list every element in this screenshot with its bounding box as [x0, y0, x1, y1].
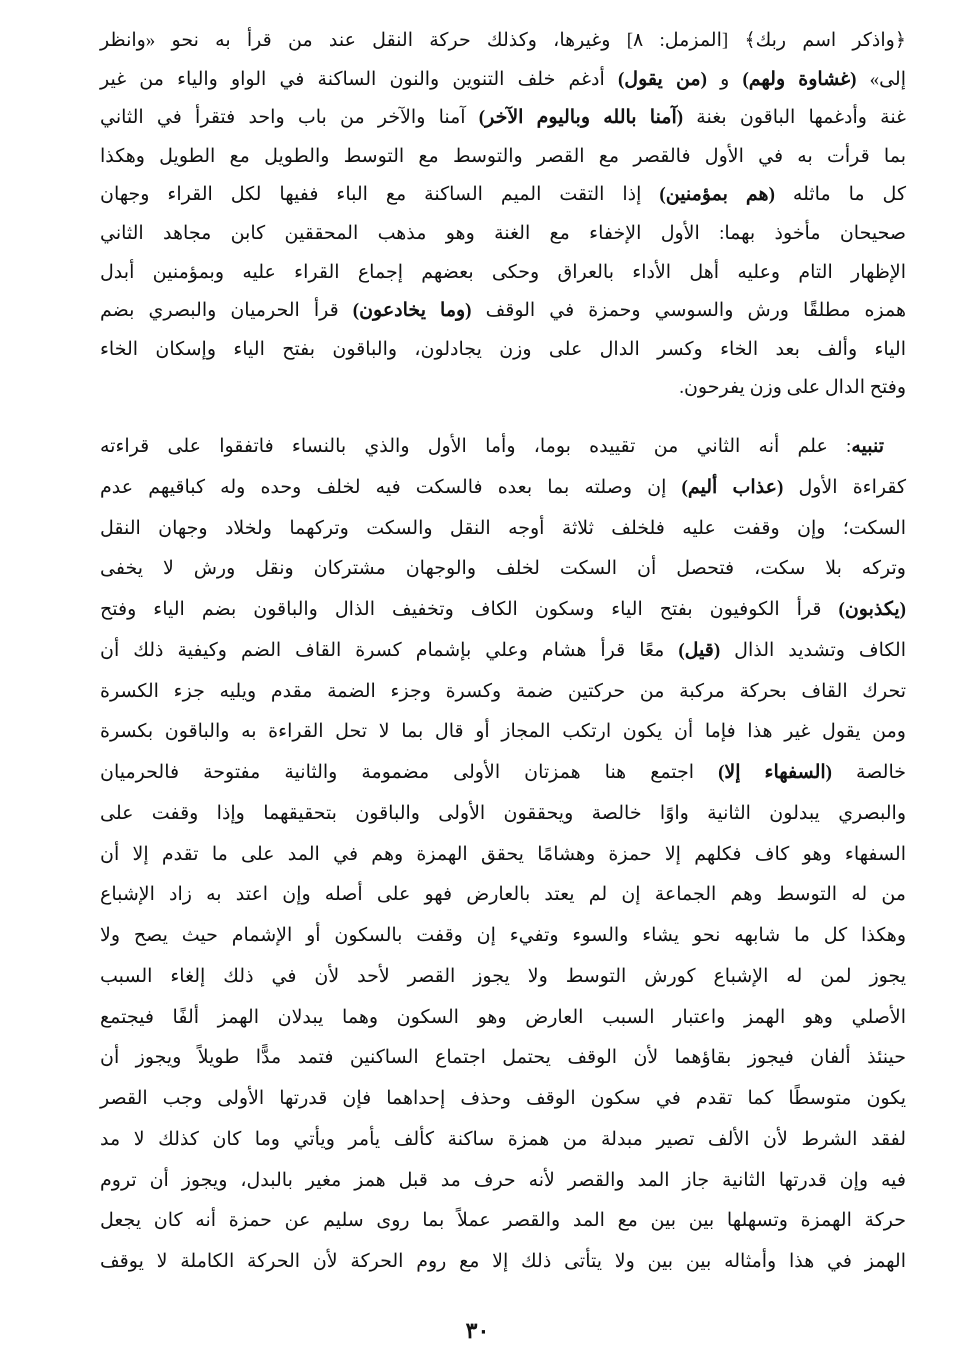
text-segment: وهكذا كل ما شابهه نحو يشاء والسوء وتفيء إن وقفت بالسكون أو الإشمام حيث يصح ولا	[100, 925, 906, 946]
bold-phrase: (يكذبون)	[838, 599, 906, 620]
text-line	[100, 99, 906, 138]
text-line	[100, 998, 906, 1039]
bold-phrase: (هم بمؤمنين)	[659, 184, 775, 206]
text-segment: حركة الهمزة وتسهلها بين بين مع المد والقصر عملاً بما روى سليم عن حمزة أنه كان يجعل	[100, 1210, 906, 1232]
text-segment: إن وصلته بما بعده فالسكت فيه لخلف وحده وله كباقيهم عدم	[100, 476, 682, 498]
text-line	[100, 631, 906, 672]
bold-phrase: (قيل)	[678, 639, 721, 661]
text-segment: آمنا والآخر من باب واحد فتقرأ في الثاني	[100, 107, 479, 129]
text-line	[100, 176, 906, 215]
text-segment: السفهاء وهو كاف فكلهم إلا حمزة وهشامًا يحقق الهمزة وهم في المد على ما تقدم إلا أن	[100, 843, 906, 865]
text-segment: والبصري يبدلون الثانية واوًا خالصة ويحققون الأولى والباقون بتحقيقهما وإذا وقفت على	[100, 802, 906, 824]
paragraph-1	[100, 22, 906, 408]
text-segment: : علم أنه الثاني من تقييده بوما، وأما الأول والذي بالنساء فاتفقوا على قراءته	[100, 436, 852, 457]
bold-phrase: (آمنا بالله وباليوم الآخر)	[478, 107, 684, 129]
text-segment: أدغم خلف التنوين والنون الساكنة في الواو والياء من غير	[100, 68, 618, 90]
text-line	[100, 427, 906, 468]
text-segment: إذا التقت الميم الساكنة مع الباء ففيها لكل القراء وجهان	[100, 184, 660, 206]
text-line	[100, 794, 906, 835]
text-segment: ﴿واذكر اسم ربك﴾ [المزمل: ٨] وغيرها، وكذلك حركة النقل عند من قرأ به نحو «وانظر	[100, 30, 906, 51]
text-line	[100, 509, 906, 550]
text-line	[100, 916, 906, 957]
text-segment: الكاف وتشديد الذال	[720, 639, 906, 661]
text-segment: الياء وألف بعد الخاء وكسر الدال على وزن يجادلون، والباقون بفتح الياء وإسكان الخاء	[100, 338, 906, 360]
text-segment: إلى»	[856, 68, 906, 90]
text-line	[100, 292, 906, 331]
text-segment: الأصلي وهو الهمز واعتبار السبب العارض وهو السكون وهما يبدلان الهمز ألفًا فيجتمع	[100, 1006, 906, 1028]
text-line	[100, 468, 906, 509]
text-segment: الإظهار التام وعليه أهل الأداء بالعراق وحكى بعضهم إجماع القراء عليه وبمؤمنين أبدل	[100, 261, 906, 283]
bold-phrase: (السفهاء إلا)	[718, 762, 832, 783]
text-segment: غنة وأدغمها الباقون بغنة	[683, 107, 906, 129]
text-line	[100, 835, 906, 876]
text-line	[100, 1242, 906, 1283]
text-line	[100, 1161, 906, 1202]
text-segment: كقراءة الأول	[783, 476, 906, 498]
text-line	[100, 254, 906, 293]
text-line	[100, 672, 906, 713]
text-segment: فيه وإن قدرتها الثانية جاز المد والقصر لأنه حرف مد قبل همز مغير بالبدل، ويجوز أن تروم	[100, 1169, 906, 1191]
text-segment: ومن يقول غير هذا فإما أن يكون ارتكب المجاز أو قال بما لا تحل القراءة به والباقون بكسرة	[100, 721, 906, 743]
text-segment: يجوز لمن له الإشباع كورش التوسط ولا يجوز القصر لأحد لأن في ذلك إلغاء السبب	[100, 965, 906, 987]
text-segment: تحرك القاف بحركة مركبة من حركتين ضمة وكسرة وجزء الضمة مقدم ويليه جزء الكسرة	[100, 680, 906, 702]
text-line	[100, 753, 906, 794]
text-segment: من له التوسط وهم الجماعة إن لم يعتد بالعارض فهو على أصله وإن اعتد به زاد الإشباع	[100, 884, 906, 906]
text-segment: همزه مطلقًا ورش والسوسي وحمزة في الوقف	[471, 300, 906, 322]
text-segment: اجتمع هنا همزتان الأولى مضمومة والثانية مفتوحة فالحرميان	[100, 762, 719, 783]
bold-phrase: تنبيه	[851, 436, 884, 457]
text-line	[100, 369, 906, 408]
text-line	[100, 875, 906, 916]
text-segment: و	[706, 68, 743, 90]
text-segment: وفتح الدال على وزن يفرحون.	[679, 377, 906, 399]
page-number: ٣٠	[465, 1318, 490, 1344]
text-line	[100, 1038, 906, 1079]
text-segment: وتركه بلا سكت، فتحصل أن السكت لخلف والوجهان مشتركان ونقل ورش لا يخفى	[100, 558, 906, 580]
text-line	[100, 138, 906, 177]
text-line	[100, 1120, 906, 1161]
text-segment: الهمز في هذا وأمثاله بين بين ولا يتأتى ذلك إلا مع روم الحركة لأن الحركة الكاملة لا يوقف	[100, 1251, 906, 1272]
text-segment: معًا قرأ هشام وعلي بإشمام كسرة القاف الضم وكيفية ذلك أن	[100, 639, 679, 661]
bold-phrase: (غشاوة ولهم)	[742, 68, 857, 90]
bold-phrase: (عذاب أليم)	[681, 476, 784, 498]
paragraph-2-note	[100, 427, 906, 1283]
text-segment: لفقد الشرط لأن الألف تصير مبدلة من همزة ساكنة كألف يأمر ويأتي وما كان كذلك لا مد	[100, 1128, 906, 1150]
text-line	[100, 215, 906, 254]
text-segment: كل ما ماثله	[774, 184, 906, 206]
text-segment: خالصة	[831, 762, 906, 783]
text-segment: بما قرأت به في الأول فالقصر مع القصر والتوسط مع التوسط والطويل مع الطويل وهكذا	[100, 145, 906, 167]
text-segment: قرأ الحرميان والبصري بضم	[100, 300, 353, 322]
bold-phrase: (وما يخادعون)	[352, 300, 472, 322]
bold-phrase: (من يقول)	[617, 68, 707, 90]
text-line	[100, 1079, 906, 1120]
text-line	[100, 22, 906, 61]
text-segment: قرأ الكوفيون بفتح الياء وسكون الكاف وتخفيف الذال والباقون بضم الياء وفتح	[100, 599, 839, 620]
text-segment: السكت؛ وإن وقفت عليه فلخلف ثلاثة أوجه النقل والسكت وتركهما ولخلاد وجهان النقل	[100, 517, 906, 539]
text-line	[100, 1201, 906, 1242]
text-line	[100, 61, 906, 100]
text-segment: حينئذ ألفان فيجوز بقاؤهما لأن الوقف يحتمل اجتماع الساكنين فتمد مدًّا طويلاً ويجوز أن	[100, 1047, 906, 1069]
text-line	[100, 957, 906, 998]
text-line	[100, 712, 906, 753]
text-segment: يكون متوسطًا كما تقدم في سكون الوقف وحذف إحداهما فإن قدرتها الأولى وجب القصر	[100, 1088, 906, 1109]
text-line	[100, 331, 906, 370]
text-segment: صحيحان مأخوذ بهما: الأول الإخفاء مع الغنة وهو مذهب المحققين كابن مجاهد الثاني	[100, 222, 906, 244]
text-line	[100, 549, 906, 590]
text-line	[100, 590, 906, 631]
